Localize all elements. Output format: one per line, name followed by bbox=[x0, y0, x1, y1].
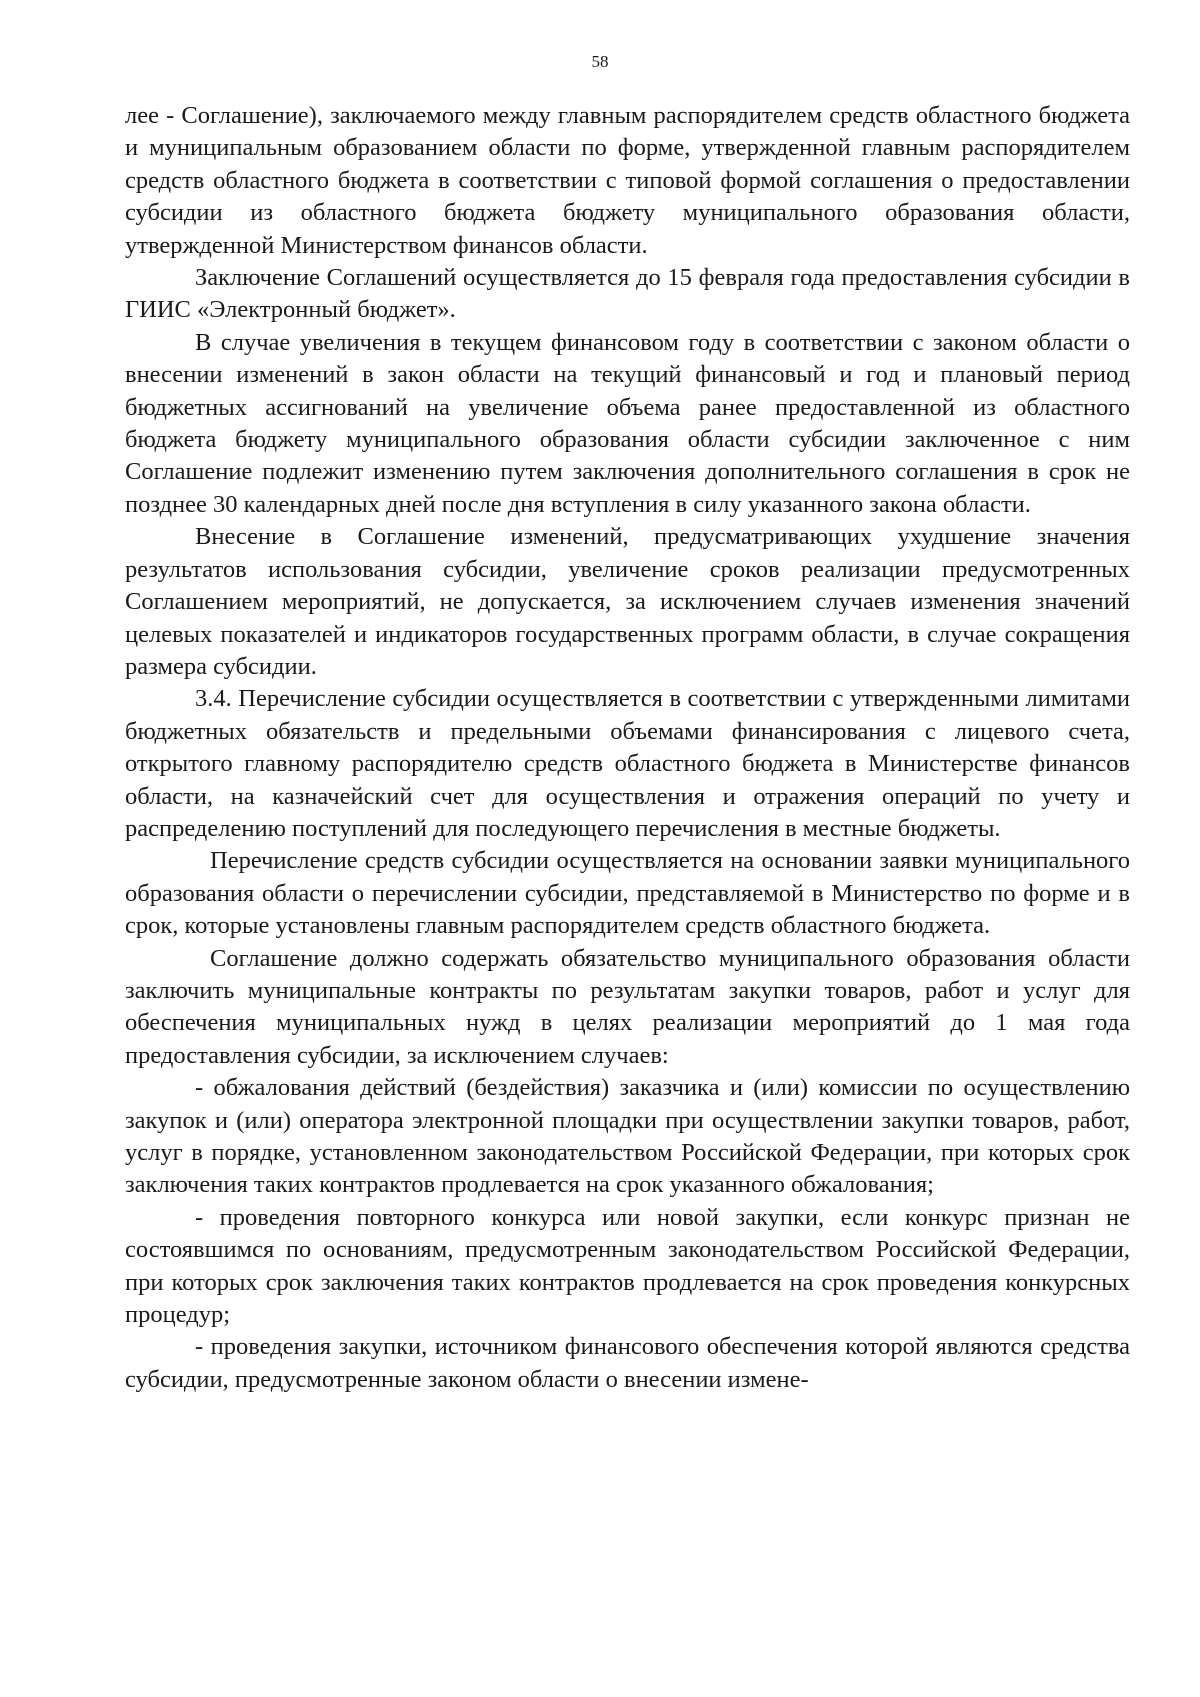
paragraph-subsidy-increase: В случае увеличения в текущем финансовом году в соответствии с законом области о внесении изменений в закон области на текущий финансовый и год и плановый период бюджетных ассигнований на увеличение объема ранее предоставленной из областного бюджета бюджету муниципального образования области субсидии заключенное с ним Соглашение подлежит изменению путем заключения дополнительного соглашения в срок не позднее 30 календарных дней после дня вступления в силу указанного закона области. bbox=[125, 328, 1130, 518]
document-body bbox=[125, 100, 1130, 1396]
paragraph-section-3-4: 3.4. Перечисление субсидии осуществляется в соответствии с утвержденными лимитами бюджетных обязательств и предельными объемами финансирования с лицевого счета, открытого главному распорядителю средств областного бюджета в Министерстве финансов области, на казначейский счет для осуществления и отражения операций по учету и распределению поступлений для последующего перечисления в местные бюджеты. bbox=[125, 685, 1130, 842]
list-item-appeal: - обжалования действий (бездействия) заказчика и (или) комиссии по осуществлению закупок и (или) оператора электронной площадки при осуществлении закупки товаров, работ, услуг в порядке, установленном законодательством Российской Федерации, при которых срок заключения таких контрактов продлевается на срок указанного обжалования; bbox=[125, 1074, 1130, 1199]
paragraph-continuation: лее - Соглашение), заключаемого между главным распорядителем средств областного бюджета и муниципальным образованием области по форме, утвержденной главным распорядителем средств областного бюджета в соответствии с типовой формой соглашения о предоставлении субсидии из областного бюджета бюджету муниципального образования области, утвержденной Министерством финансов области. bbox=[125, 102, 1130, 259]
paragraph-contract-obligation: Соглашение должно содержать обязательство муниципального образования области заключить муниципальные контракты по результатам закупки товаров, работ и услуг для обеспечения муниципальных нужд в целях реализации мероприятий до 1 мая года предоставления субсидии, за исключением случаев: bbox=[125, 944, 1130, 1069]
paragraph-agreement-deadline: Заключение Соглашений осуществляется до 15 февраля года предоставления субсидии в ГИИС «Электронный бюджет». bbox=[125, 264, 1130, 324]
list-item-procurement: - проведения закупки, источником финансового обеспечения которой являются средства субсидии, предусмотренные законом области о внесении измене- bbox=[125, 1333, 1130, 1393]
page-number: 58 bbox=[591, 52, 609, 71]
paragraph-transfer-request: Перечисление средств субсидии осуществляется на основании заявки муниципального образования области о перечислении субсидии, представляемой в Министерство по форме и в срок, которые установлены главным распорядителем средств областного бюджета. bbox=[125, 847, 1130, 940]
list-item-repeat-tender: - проведения повторного конкурса или новой закупки, если конкурс признан не состоявшимся по основаниям, предусмотренным законодательством Российской Федерации, при которых срок заключения таких контрактов продлевается на срок проведения конкурсных процедур; bbox=[125, 1203, 1130, 1329]
paragraph-agreement-changes: Внесение в Соглашение изменений, предусматривающих ухудшение значения результатов использования субсидии, увеличение сроков реализации предусмотренных Соглашением мероприятий, не допускается, за исключением случаев изменения значений целевых показателей и индикаторов государственных программ области, в случае сокращения размера субсидии. bbox=[125, 523, 1130, 680]
